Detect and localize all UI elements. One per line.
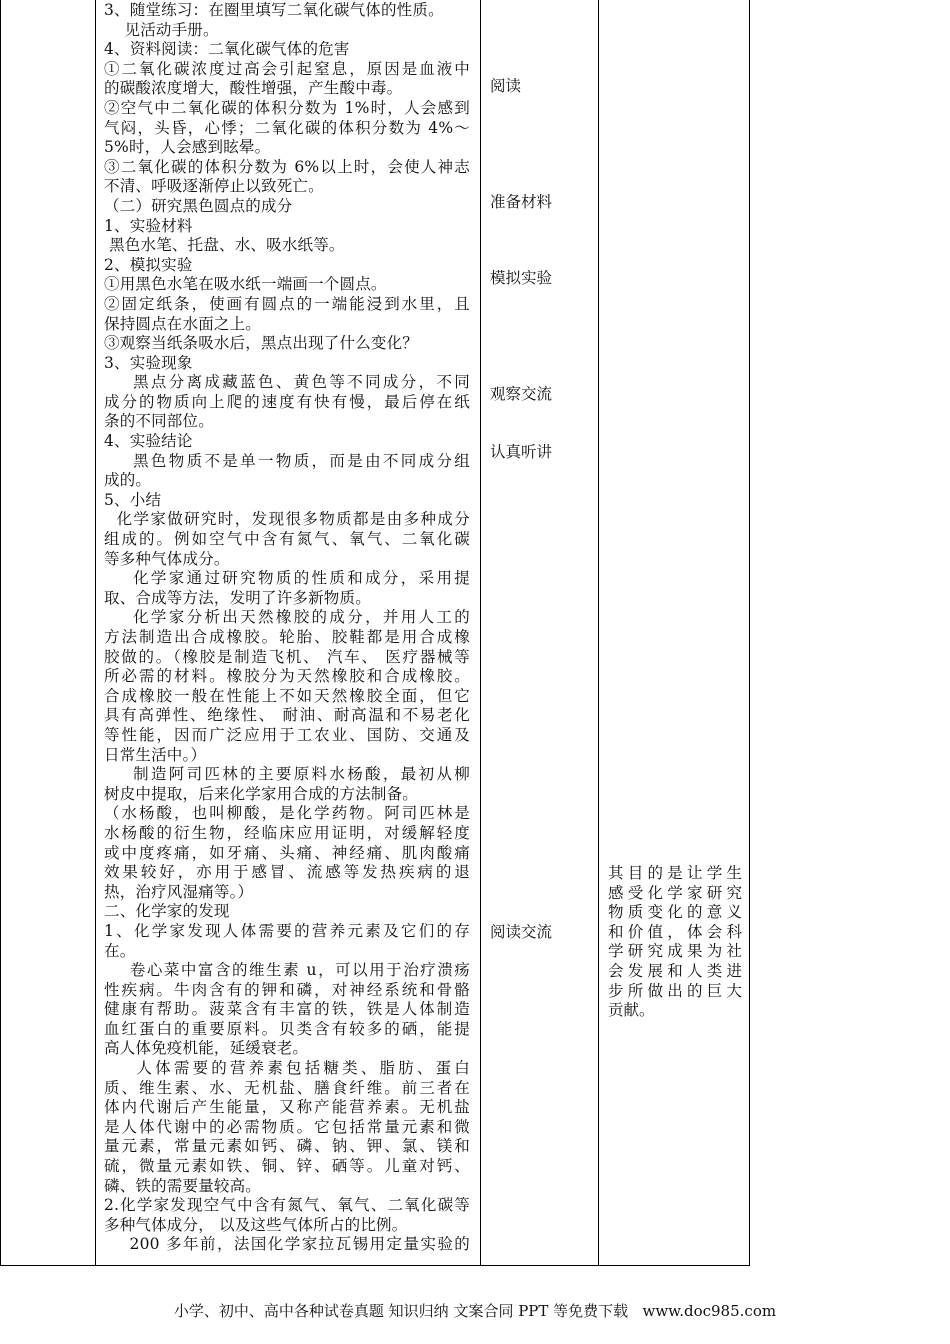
text-line: 制造阿司匹林的主要原料水杨酸，最初从柳 bbox=[104, 765, 470, 784]
text-line: ①用黑色水笔在吸水纸一端画一个圆点。 bbox=[104, 275, 387, 294]
text-line: 3、随堂练习：在圈里填写二氧化碳气体的性质。 bbox=[104, 1, 444, 19]
text-line: 等多种气体成分。 bbox=[104, 549, 230, 568]
text-line: 等性能，因而广泛应用于工农业、国防、交通及 bbox=[104, 725, 470, 744]
text-line: 性疾病。牛肉含有的钾和磷，对神经系统和骨骼 bbox=[104, 980, 470, 999]
design-purpose-column bbox=[608, 864, 742, 1021]
text-line: 贡献。 bbox=[608, 1001, 655, 1020]
text-line: 物质变化的意义 bbox=[608, 903, 742, 922]
text-line: 4、资料阅读：二氧化碳气体的危害 bbox=[104, 40, 350, 59]
text-line: 高人体免疫机能，延缓衰老。 bbox=[104, 1039, 309, 1058]
column-divider-1 bbox=[95, 0, 96, 1266]
text-line: 水杨酸的衍生物，经临床应用证明，对缓解轻度 bbox=[104, 823, 470, 842]
text-line: 和价值，体会科 bbox=[608, 922, 742, 941]
activity-label-reading: 阅读 bbox=[490, 77, 522, 95]
activity-label-read-discuss: 阅读交流 bbox=[490, 923, 553, 941]
text-line: 硫，微量元素如铁、铜、锌、硒等。儿童对钙、 bbox=[104, 1157, 470, 1176]
text-line: 5%时，人会感到眩晕。 bbox=[104, 138, 271, 157]
text-line: 感受化学家研究 bbox=[608, 883, 742, 902]
activity-label-listen: 认真听讲 bbox=[490, 443, 553, 461]
text-line: 黑点分离成藏蓝色、黄色等不同成分，不同 bbox=[104, 373, 470, 392]
text-line: 化学家分析出天然橡胶的成分，并用人工的 bbox=[104, 608, 470, 627]
text-line: 所必需的材料。橡胶分为天然橡胶和合成橡胶。 bbox=[104, 667, 470, 686]
text-line: 1、实验材料 bbox=[104, 216, 193, 235]
text-line: 化学家做研究时，发现很多物质都是由多种成分 bbox=[104, 510, 470, 529]
text-line: 的碳酸浓度增大，酸性增强，产生酸中毒。 bbox=[104, 79, 403, 98]
text-line: ②固定纸条，使画有圆点的一端能浸到水里，且 bbox=[104, 294, 470, 313]
text-line: 热，治疗风湿痛等。） bbox=[104, 882, 254, 901]
text-line: 在。 bbox=[104, 941, 136, 960]
table-border-bottom bbox=[0, 1265, 750, 1266]
table-border-right bbox=[749, 0, 750, 1266]
text-line: 合成橡胶一般在性能上不如天然橡胶全面，但它 bbox=[104, 686, 470, 705]
text-line: 多种气体成分， 以及这些气体所占的比例。 bbox=[104, 1215, 408, 1234]
text-line: 黑色物质不是单一物质，而是由不同成分组 bbox=[104, 451, 470, 470]
activity-label-observe-discuss: 观察交流 bbox=[490, 385, 553, 403]
activity-label-simulation-experiment: 模拟实验 bbox=[490, 269, 553, 287]
text-line: 方法制造出合成橡胶。轮胎、胶鞋都是用合成橡 bbox=[104, 628, 470, 646]
text-line: 见活动手册。 bbox=[104, 20, 219, 39]
text-line: （水杨酸，也叫柳酸，是化学药物。阿司匹林是 bbox=[104, 804, 470, 823]
text-line: 是人体代谢中的必需物质。它包括常量元素和微 bbox=[104, 1117, 470, 1136]
text-line: 200 多年前，法国化学家拉瓦锡用定量实验的 bbox=[104, 1235, 470, 1254]
text-line: 步所做出的巨大 bbox=[608, 981, 742, 1000]
text-line: 血红蛋白的重要原料。贝类含有较多的硒，能提 bbox=[104, 1019, 470, 1038]
text-line: 或中度疼痛，如牙痛、头痛、神经痛、肌肉酸痛 bbox=[104, 843, 470, 862]
text-line: 体内代谢后产生能量，又称产能营养素。无机盐 bbox=[104, 1098, 470, 1117]
table-border-left bbox=[0, 0, 1, 1266]
text-line: 4、实验结论 bbox=[104, 432, 193, 451]
text-line: ①二氧化碳浓度过高会引起窒息，原因是血液中 bbox=[104, 59, 470, 78]
text-line: 1、化学家发现人体需要的营养元素及它们的存 bbox=[104, 921, 470, 940]
text-line: 量元素，常量元素如钙、磷、钠、钾、氯、镁和 bbox=[104, 1137, 470, 1156]
text-line: 保持圆点在水面之上。 bbox=[104, 314, 262, 333]
text-line: 磷、铁的需要量较高。 bbox=[104, 1176, 262, 1195]
text-line: 2.化学家发现空气中含有氮气、氧气、二氧化碳等 bbox=[104, 1196, 470, 1215]
teaching-content-column bbox=[104, 1, 470, 1255]
text-line: 5、小结 bbox=[104, 490, 162, 509]
text-line: ③观察当纸条吸水后，黑点出现了什么变化？ bbox=[104, 334, 419, 353]
text-line: 具有高弹性、绝缘性、 耐油、耐高温和不易老化 bbox=[104, 706, 470, 725]
text-line: 健康有帮助。菠菜含有丰富的铁，铁是人体制造 bbox=[104, 1000, 470, 1019]
text-line: 二、化学家的发现 bbox=[104, 902, 230, 921]
text-line: 2、模拟实验 bbox=[104, 255, 193, 274]
text-line: 成分的物质向上爬的速度有快有慢，最后停在纸 bbox=[104, 392, 470, 411]
text-line: 3、实验现象 bbox=[104, 353, 193, 372]
text-line: 气闷，头昏，心悸；二氧化碳的体积分数为 4%～ bbox=[104, 118, 470, 137]
text-line: 其目的是让学生 bbox=[608, 864, 742, 882]
column-divider-2 bbox=[480, 0, 481, 1266]
text-line: 成的。 bbox=[104, 471, 152, 490]
text-line: 化学家通过研究物质的性质和成分，采用提 bbox=[104, 569, 470, 588]
text-line: ③二氧化碳的体积分数为 6%以上时，会使人神志 bbox=[104, 157, 470, 176]
text-line: 不清、呼吸逐渐停止以致死亡。 bbox=[104, 177, 324, 196]
text-line: 人体需要的营养素包括糖类、脂肪、蛋白 bbox=[104, 1059, 470, 1078]
activity-label-prepare-materials: 准备材料 bbox=[490, 193, 553, 211]
text-line: 会发展和人类进 bbox=[608, 961, 742, 980]
text-line: ②空气中二氧化碳的体积分数为 1%时，人会感到 bbox=[104, 98, 470, 117]
text-line: （二）研究黑色圆点的成分 bbox=[104, 196, 293, 215]
text-line: 树皮中提取，后来化学家用合成的方法制备。 bbox=[104, 784, 419, 803]
text-line: 条的不同部位。 bbox=[104, 412, 214, 431]
text-line: 胶做的。（橡胶是制造飞机、 汽车、 医疗器械等 bbox=[104, 647, 470, 666]
text-line: 黑色水笔、托盘、水、吸水纸等。 bbox=[104, 236, 345, 255]
text-line: 组成的。例如空气中含有氮气、氧气、二氧化碳 bbox=[104, 530, 470, 549]
text-line: 取、合成等方法，发明了许多新物质。 bbox=[104, 588, 371, 607]
text-line: 卷心菜中富含的维生素 u，可以用于治疗溃疡 bbox=[104, 961, 470, 980]
text-line: 学研究成果为社 bbox=[608, 942, 742, 961]
text-line: 日常生活中。） bbox=[104, 745, 207, 764]
column-divider-3 bbox=[598, 0, 599, 1266]
page-footer: 小学、初中、高中各种试卷真题 知识归纳 文案合同 PPT 等免费下载 www.doc985.com bbox=[173, 1302, 777, 1320]
text-line: 质、维生素、水、无机盐、膳食纤维。前三者在 bbox=[104, 1078, 470, 1097]
text-line: 效果较好，亦用于感冒、流感等发热疾病的退 bbox=[104, 863, 470, 882]
